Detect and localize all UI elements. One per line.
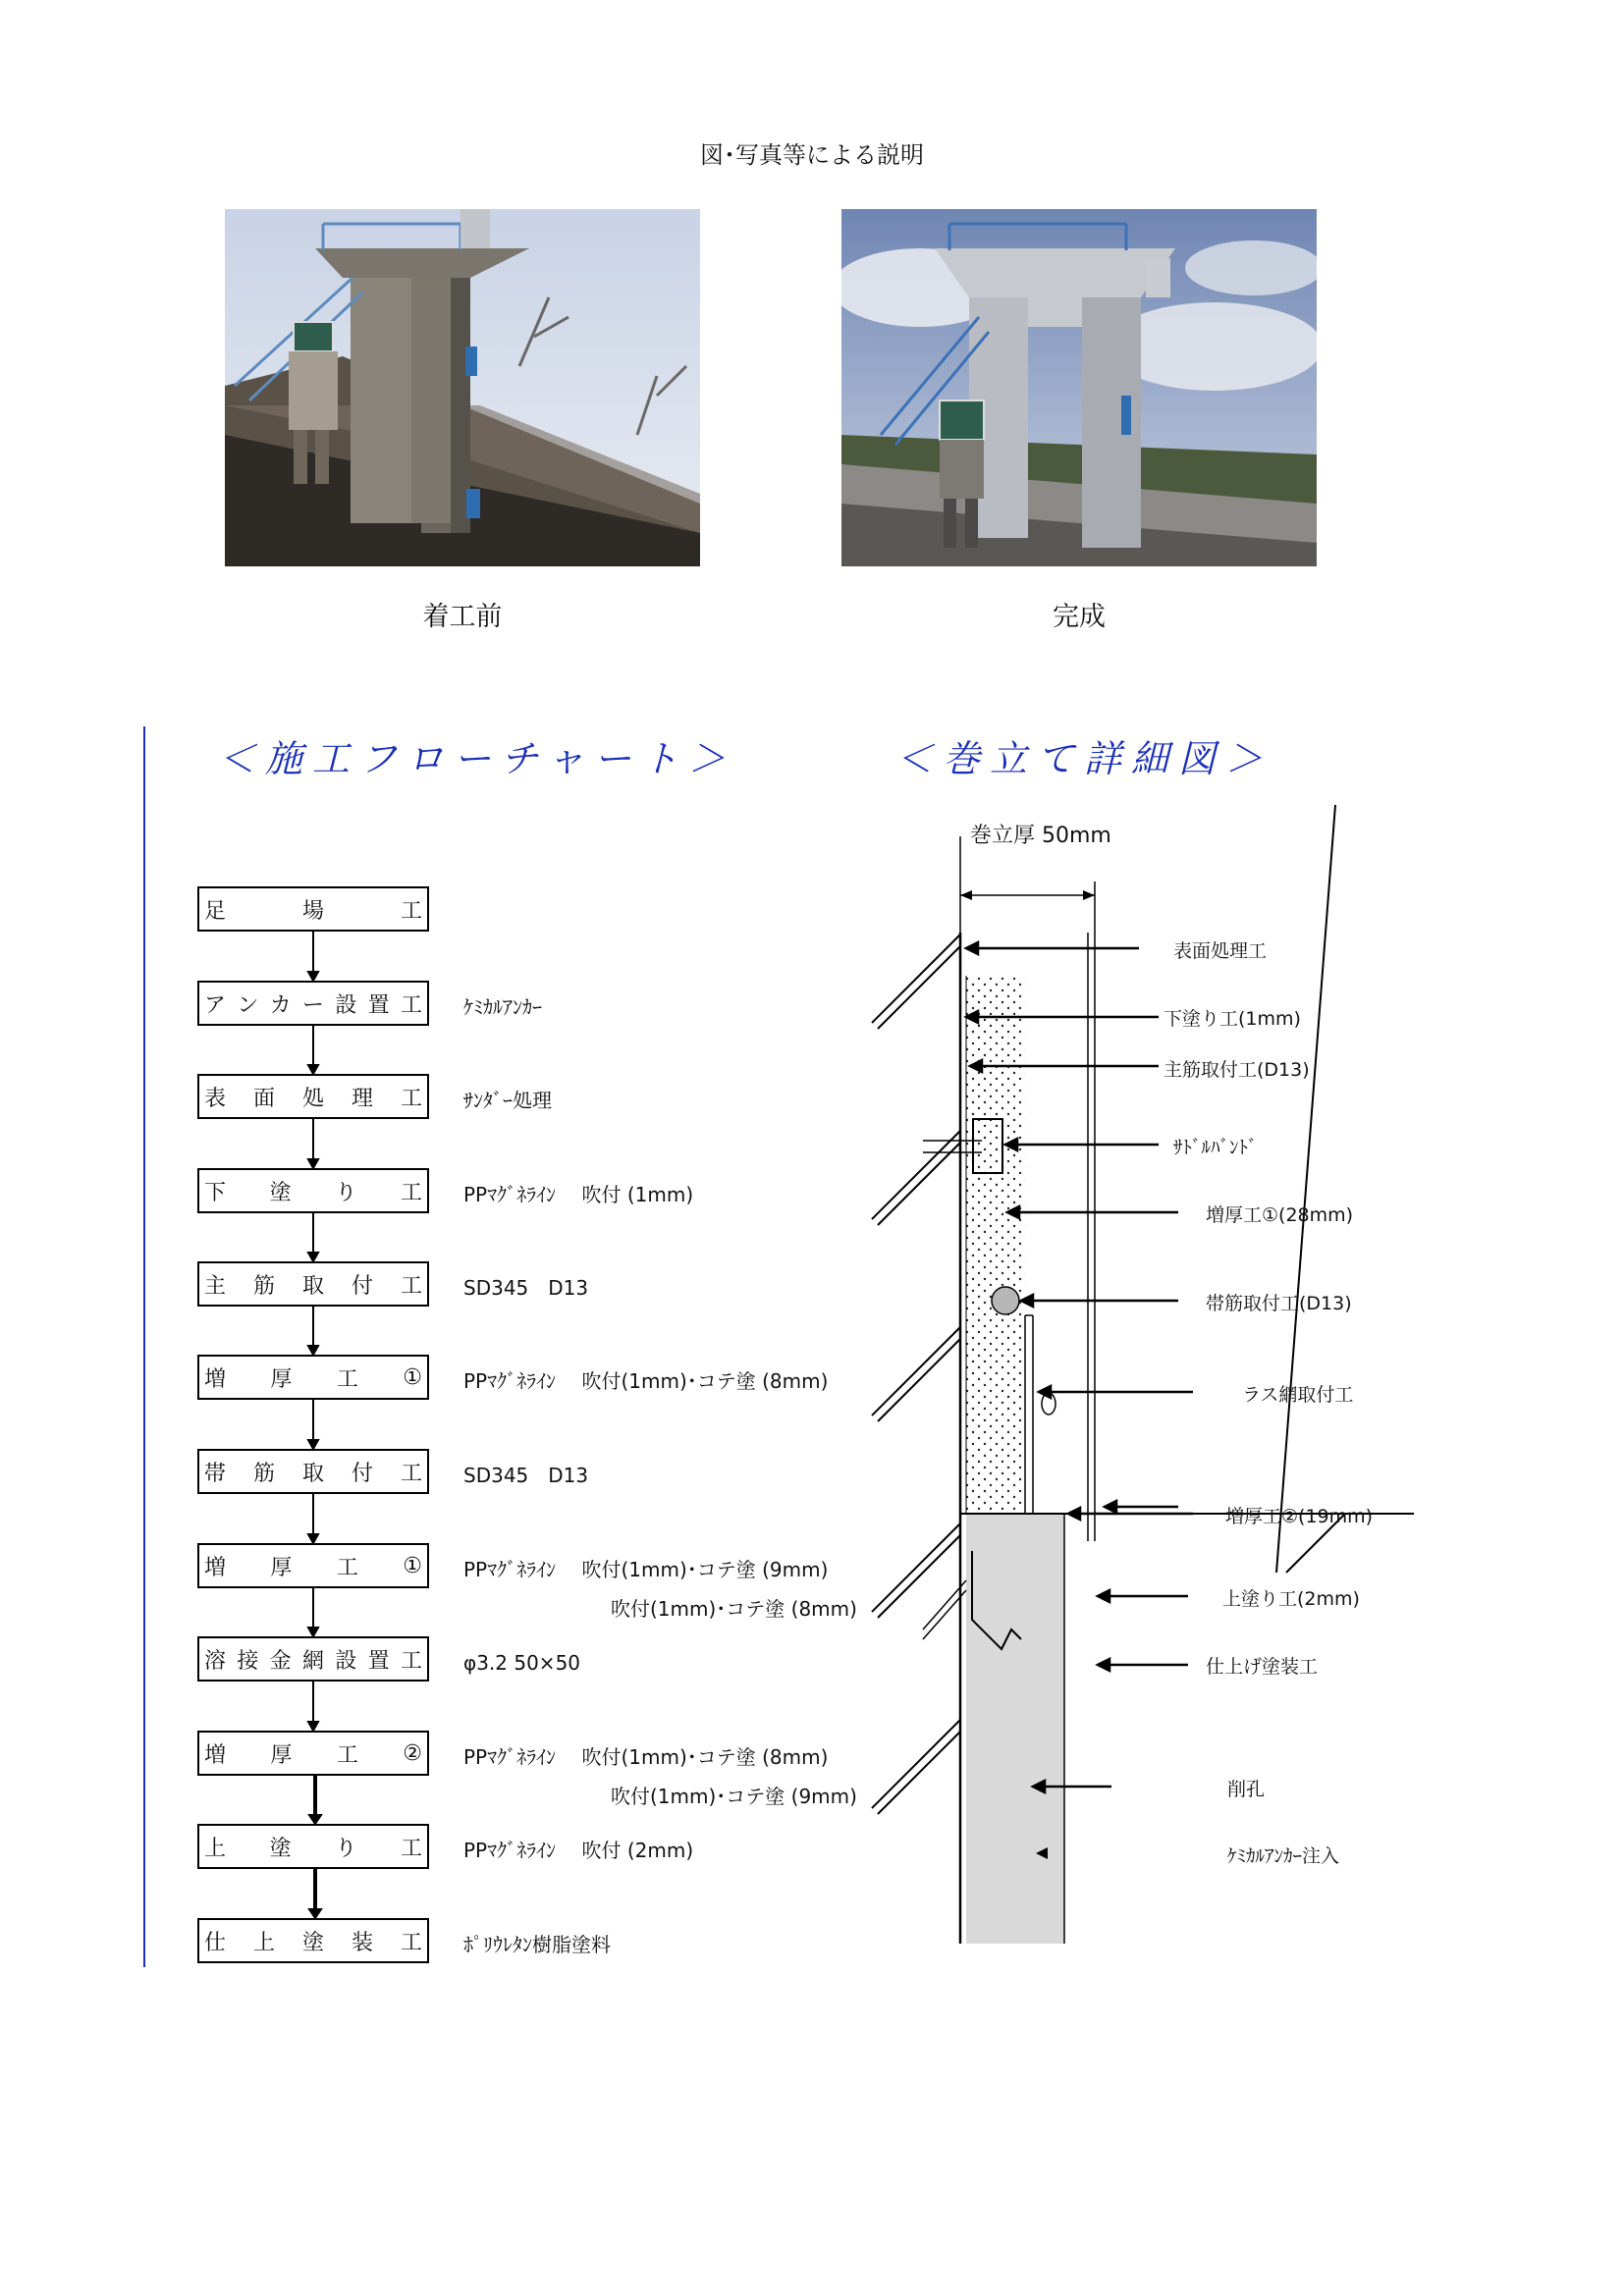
flow-note: 吹付(1mm)･コテ塗 (9mm) [611, 1785, 857, 1808]
flow-step-char: 取 [301, 1461, 324, 1486]
flow-step-char: 工 [400, 1086, 422, 1111]
flow-step-char: 工 [400, 898, 422, 924]
detail-label: 表面処理工 [1173, 940, 1268, 962]
photo-before-caption: 着工前 [422, 602, 503, 632]
detail-label: ｻﾄﾞﾙﾊﾞﾝﾄﾞ [1173, 1137, 1258, 1158]
flow-step-char: り [335, 1836, 357, 1861]
flow-step-char: 工 [400, 1648, 422, 1674]
flow-step-char: 下 [204, 1180, 227, 1205]
detail-leaders-lower [864, 805, 1424, 1944]
flow-arrow-head [308, 1628, 318, 1636]
flow-step-char: ー [301, 992, 324, 1018]
flow-arrow-head [309, 1909, 321, 1918]
flow-step-char: 工 [336, 1742, 358, 1768]
flow-arrow-head [308, 1722, 318, 1731]
detail-label: ラス網取付工 [1242, 1384, 1354, 1406]
flow-arrow-head [309, 1815, 321, 1824]
flow-step-char: 装 [351, 1930, 373, 1955]
flow-note: SD345 D13 [463, 1276, 589, 1300]
flow-step-char: カ [269, 992, 292, 1018]
flow-arrow-head [308, 1346, 318, 1355]
detail-drawing-title: ＜巻立て詳細図＞ [895, 737, 1273, 780]
flow-step-char: 工 [400, 1273, 422, 1299]
flow-arrows [295, 923, 334, 1934]
flow-step-char: 増 [204, 1742, 227, 1768]
flow-note: ﾎﾟﾘｳﾚﾀﾝ樹脂塗料 [463, 1933, 611, 1956]
flow-step-char: 場 [301, 898, 324, 924]
flow-step-char: 上 [252, 1930, 275, 1955]
flow-step-char: 工 [336, 1366, 358, 1392]
flow-note: φ3.2 50×50 [463, 1651, 581, 1675]
flow-step-char: 工 [400, 1180, 422, 1205]
flow-step-char: り [335, 1180, 357, 1205]
flow-step-char: 網 [301, 1648, 324, 1674]
detail-label: ｹﾐｶﾙｱﾝｶｰ注入 [1227, 1845, 1340, 1867]
flow-step-char: 工 [400, 1461, 422, 1486]
thickness-label: 巻立厚 50mm [970, 824, 1111, 848]
flow-note: PPﾏｸﾞﾈﾗｲﾝ 吹付(1mm)･コテ塗 (9mm) [463, 1558, 829, 1581]
flow-step-char: 塗 [269, 1836, 292, 1861]
flow-step-char: 工 [336, 1555, 358, 1580]
flow-step-char: 付 [351, 1461, 373, 1486]
photo-completed-caption: 完成 [1053, 602, 1106, 632]
flow-note: ｻﾝﾀﾞｰ処理 [463, 1089, 552, 1112]
flow-step-char: ② [403, 1740, 422, 1766]
detail-label: 帯筋取付工(D13) [1206, 1293, 1352, 1314]
section-divider [143, 726, 145, 1967]
detail-label: 仕上げ塗装工 [1206, 1656, 1319, 1678]
flow-step-char: 付 [351, 1273, 373, 1299]
flow-arrow-head [308, 1440, 318, 1449]
flow-step-char: 工 [400, 1836, 422, 1861]
flow-step-char: 置 [367, 992, 390, 1018]
flow-step-char: ア [204, 992, 227, 1018]
flow-step-char: ① [403, 1364, 422, 1390]
flow-note: PPﾏｸﾞﾈﾗｲﾝ 吹付(1mm)･コテ塗 (8mm) [463, 1369, 829, 1393]
flow-step-char: 設 [335, 992, 357, 1018]
photo-before [225, 209, 700, 566]
flow-arrow-head [308, 1253, 318, 1261]
flow-step-char: 面 [252, 1086, 275, 1111]
flow-step-char: 理 [351, 1086, 373, 1111]
detail-label: 上塗り工(2mm) [1222, 1588, 1360, 1610]
flow-step-char: 上 [204, 1836, 227, 1861]
detail-label: 増厚工②(19mm) [1225, 1506, 1374, 1527]
flow-step-char: 厚 [270, 1555, 293, 1580]
flow-note: ｹﾐｶﾙｱﾝｶｰ [463, 995, 542, 1019]
flow-step-char: 工 [400, 992, 422, 1018]
flow-note: 吹付(1mm)･コテ塗 (8mm) [611, 1597, 857, 1621]
flow-arrow-head [308, 972, 318, 981]
flow-step-char: 筋 [252, 1273, 275, 1299]
flow-step-char: 置 [367, 1648, 390, 1674]
flow-step-char: 取 [301, 1273, 324, 1299]
flow-note: SD345 D13 [463, 1464, 589, 1487]
flow-step-char: 溶 [204, 1648, 227, 1674]
flow-step-char: 主 [204, 1273, 227, 1299]
flow-step-char: 金 [269, 1648, 292, 1674]
flow-step-char: ン [237, 992, 259, 1018]
flow-step-char: 増 [204, 1366, 227, 1392]
flow-step-char: 増 [204, 1555, 227, 1580]
flow-step-char: 設 [335, 1648, 357, 1674]
flow-step-char: 接 [237, 1648, 259, 1674]
flow-note: PPﾏｸﾞﾈﾗｲﾝ 吹付(1mm)･コテ塗 (8mm) [463, 1745, 829, 1769]
flow-note: PPﾏｸﾞﾈﾗｲﾝ 吹付 (2mm) [463, 1839, 694, 1862]
photo-completed [841, 209, 1317, 566]
page-title: 図･写真等による説明 [700, 141, 924, 169]
detail-label: 下塗り工(1mm) [1164, 1008, 1301, 1030]
detail-label: 増厚工①(28mm) [1206, 1204, 1354, 1226]
flow-step-char: 塗 [269, 1180, 292, 1205]
flowchart-title: ＜施工フローチャート＞ [218, 737, 735, 780]
flow-step-char: 表 [204, 1086, 227, 1111]
flow-step-char: ① [403, 1553, 422, 1578]
flow-step-char: 塗 [301, 1930, 324, 1955]
detail-label: 主筋取付工(D13) [1164, 1059, 1310, 1081]
flow-step-char: 帯 [204, 1461, 227, 1486]
detail-label: 削孔 [1227, 1779, 1266, 1800]
flow-step-char: 仕 [204, 1930, 227, 1955]
flow-note: PPﾏｸﾞﾈﾗｲﾝ 吹付 (1mm) [463, 1183, 694, 1206]
flow-step-char: 工 [400, 1930, 422, 1955]
flow-step-char: 足 [204, 898, 227, 924]
flow-arrow-head [308, 1159, 318, 1168]
flow-arrow-head [308, 1065, 318, 1074]
flow-step-char: 厚 [270, 1742, 293, 1768]
flow-arrow-head [308, 1534, 318, 1543]
flow-step-char: 厚 [270, 1366, 293, 1392]
flow-step-char: 筋 [252, 1461, 275, 1486]
flow-step-char: 処 [301, 1086, 324, 1111]
